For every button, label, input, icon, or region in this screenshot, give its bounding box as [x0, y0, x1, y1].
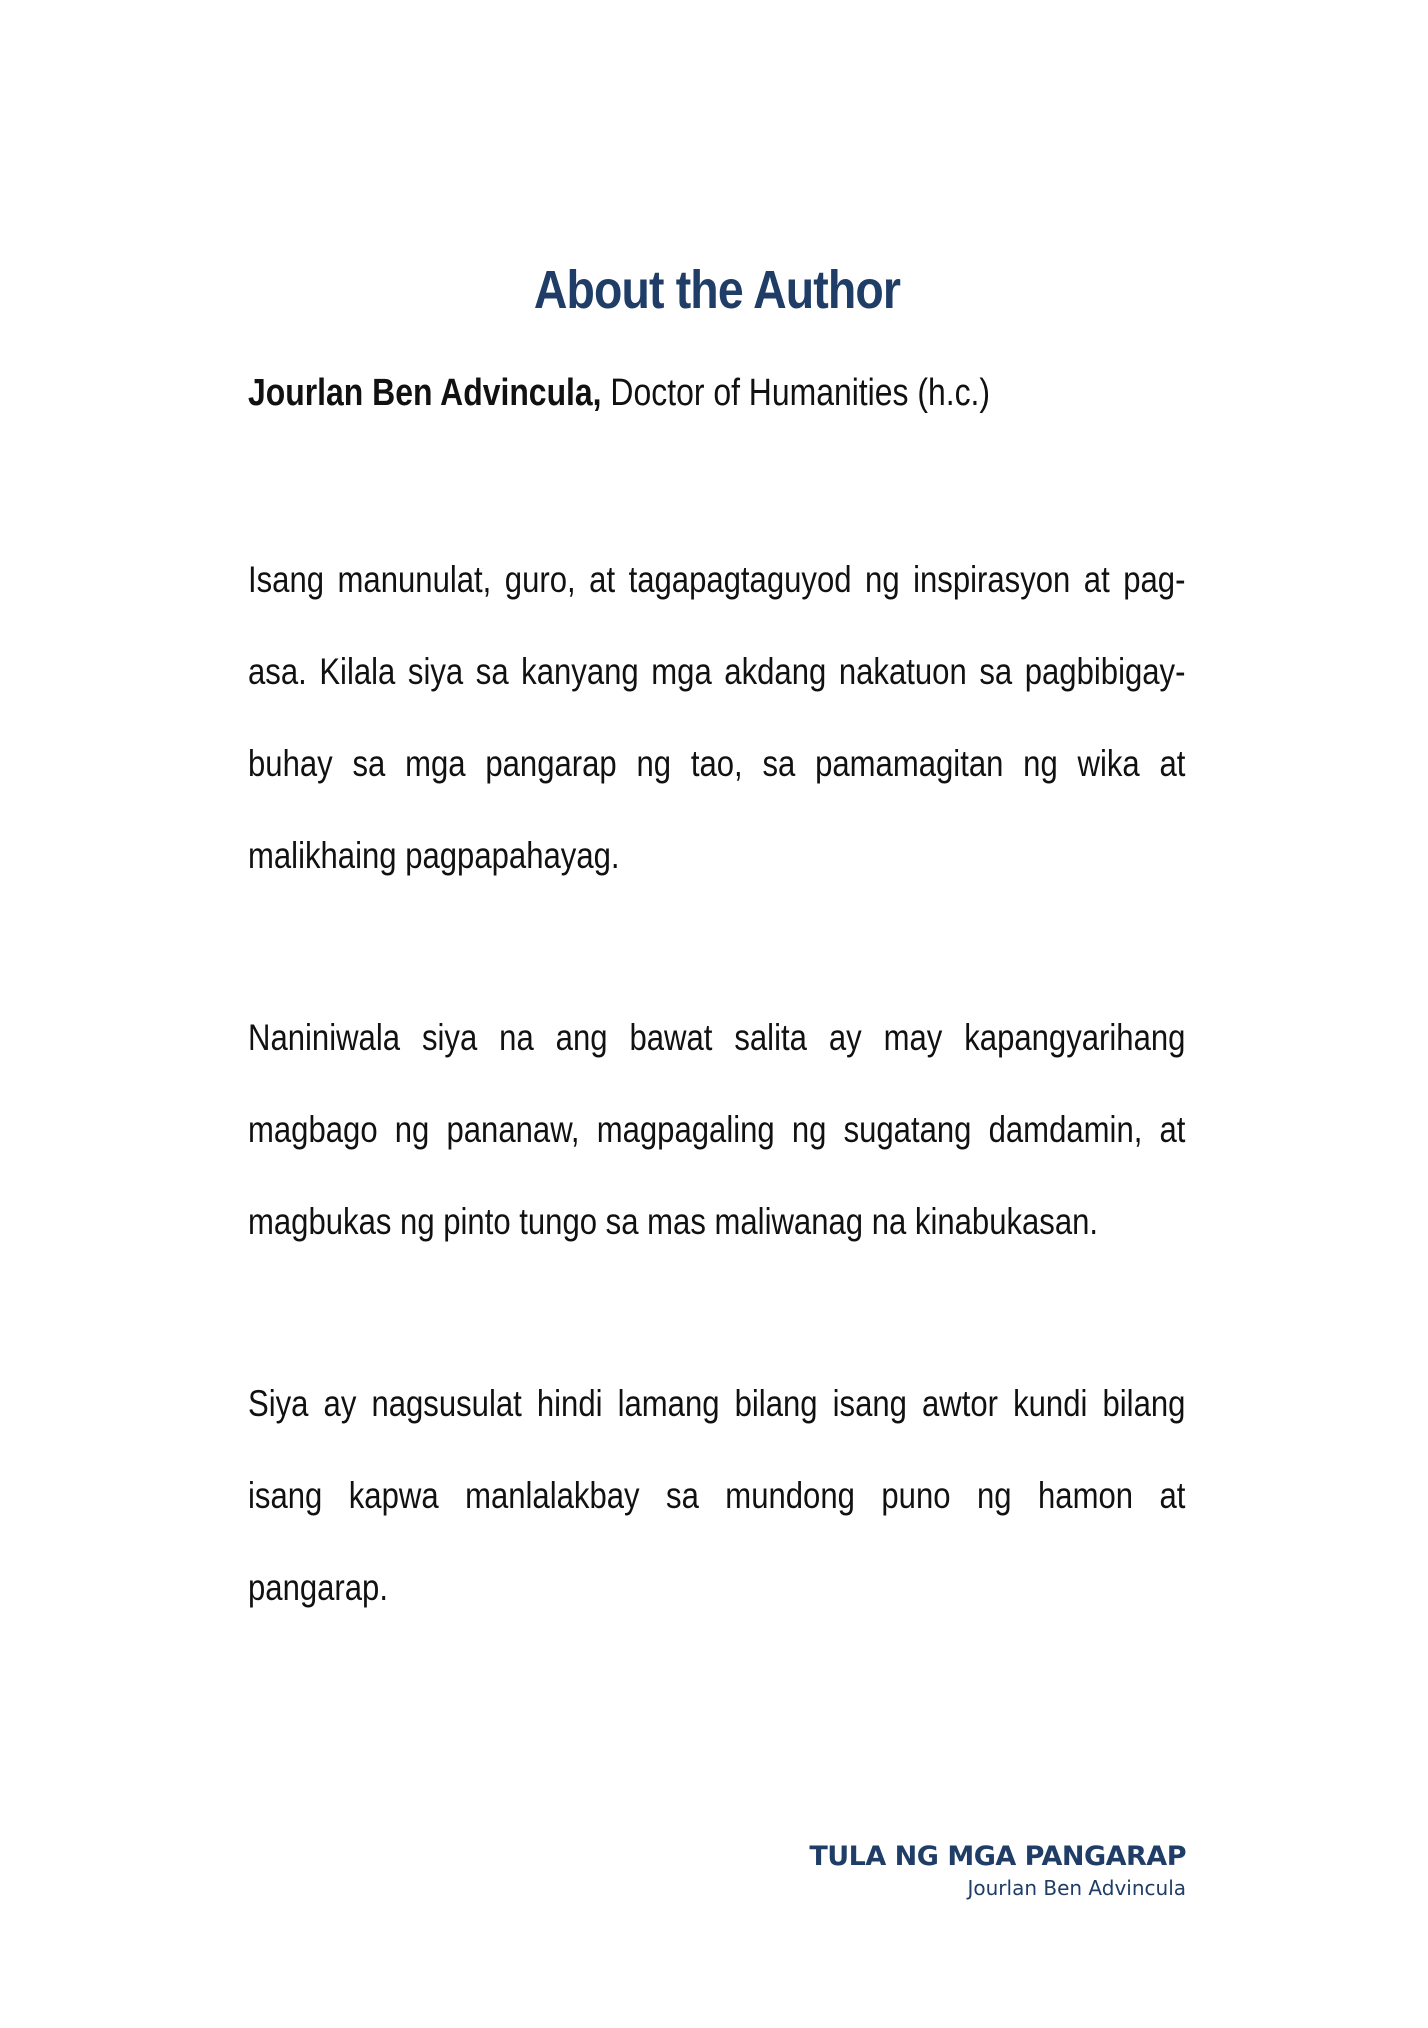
author-name: Jourlan Ben Advincula, [248, 372, 602, 414]
paragraph-3: Siya ay nagsusulat hindi lamang bilang isang awtor kundi bilang isang kapwa manlalakbay sa mundong puno ng hamon at pangarap. [248, 1383, 1186, 1608]
footer-author-name: Jourlan Ben Advincula [967, 1876, 1186, 1900]
author-byline [248, 366, 1036, 420]
page-footer [809, 1840, 1186, 1902]
paragraph-1: Isang manunulat, guro, at tagapagtaguyod ng inspirasyon at pag-asa. Kilala siya sa kanyang mga akdang nakatuon sa pagbibigay-buhay sa mga pangarap ng tao, sa pamamagitan ng wika at malikhaing pagpapahayag. [248, 559, 1186, 876]
paragraph-2: Naniniwala siya na ang bawat salita ay may kapangyarihang magbago ng pananaw, magpagaling ng sugatang damdamin, at magbukas ng pinto tungo sa mas maliwanag na kinabukasan. [248, 1017, 1186, 1242]
page-title: About the Author [533, 260, 901, 320]
about-author-section [248, 250, 1186, 1634]
body-text [248, 534, 1185, 1634]
author-credential: Doctor of Humanities (h.c.) [610, 372, 991, 414]
book-title: TULA NG MGA PANGARAP [809, 1841, 1186, 1872]
